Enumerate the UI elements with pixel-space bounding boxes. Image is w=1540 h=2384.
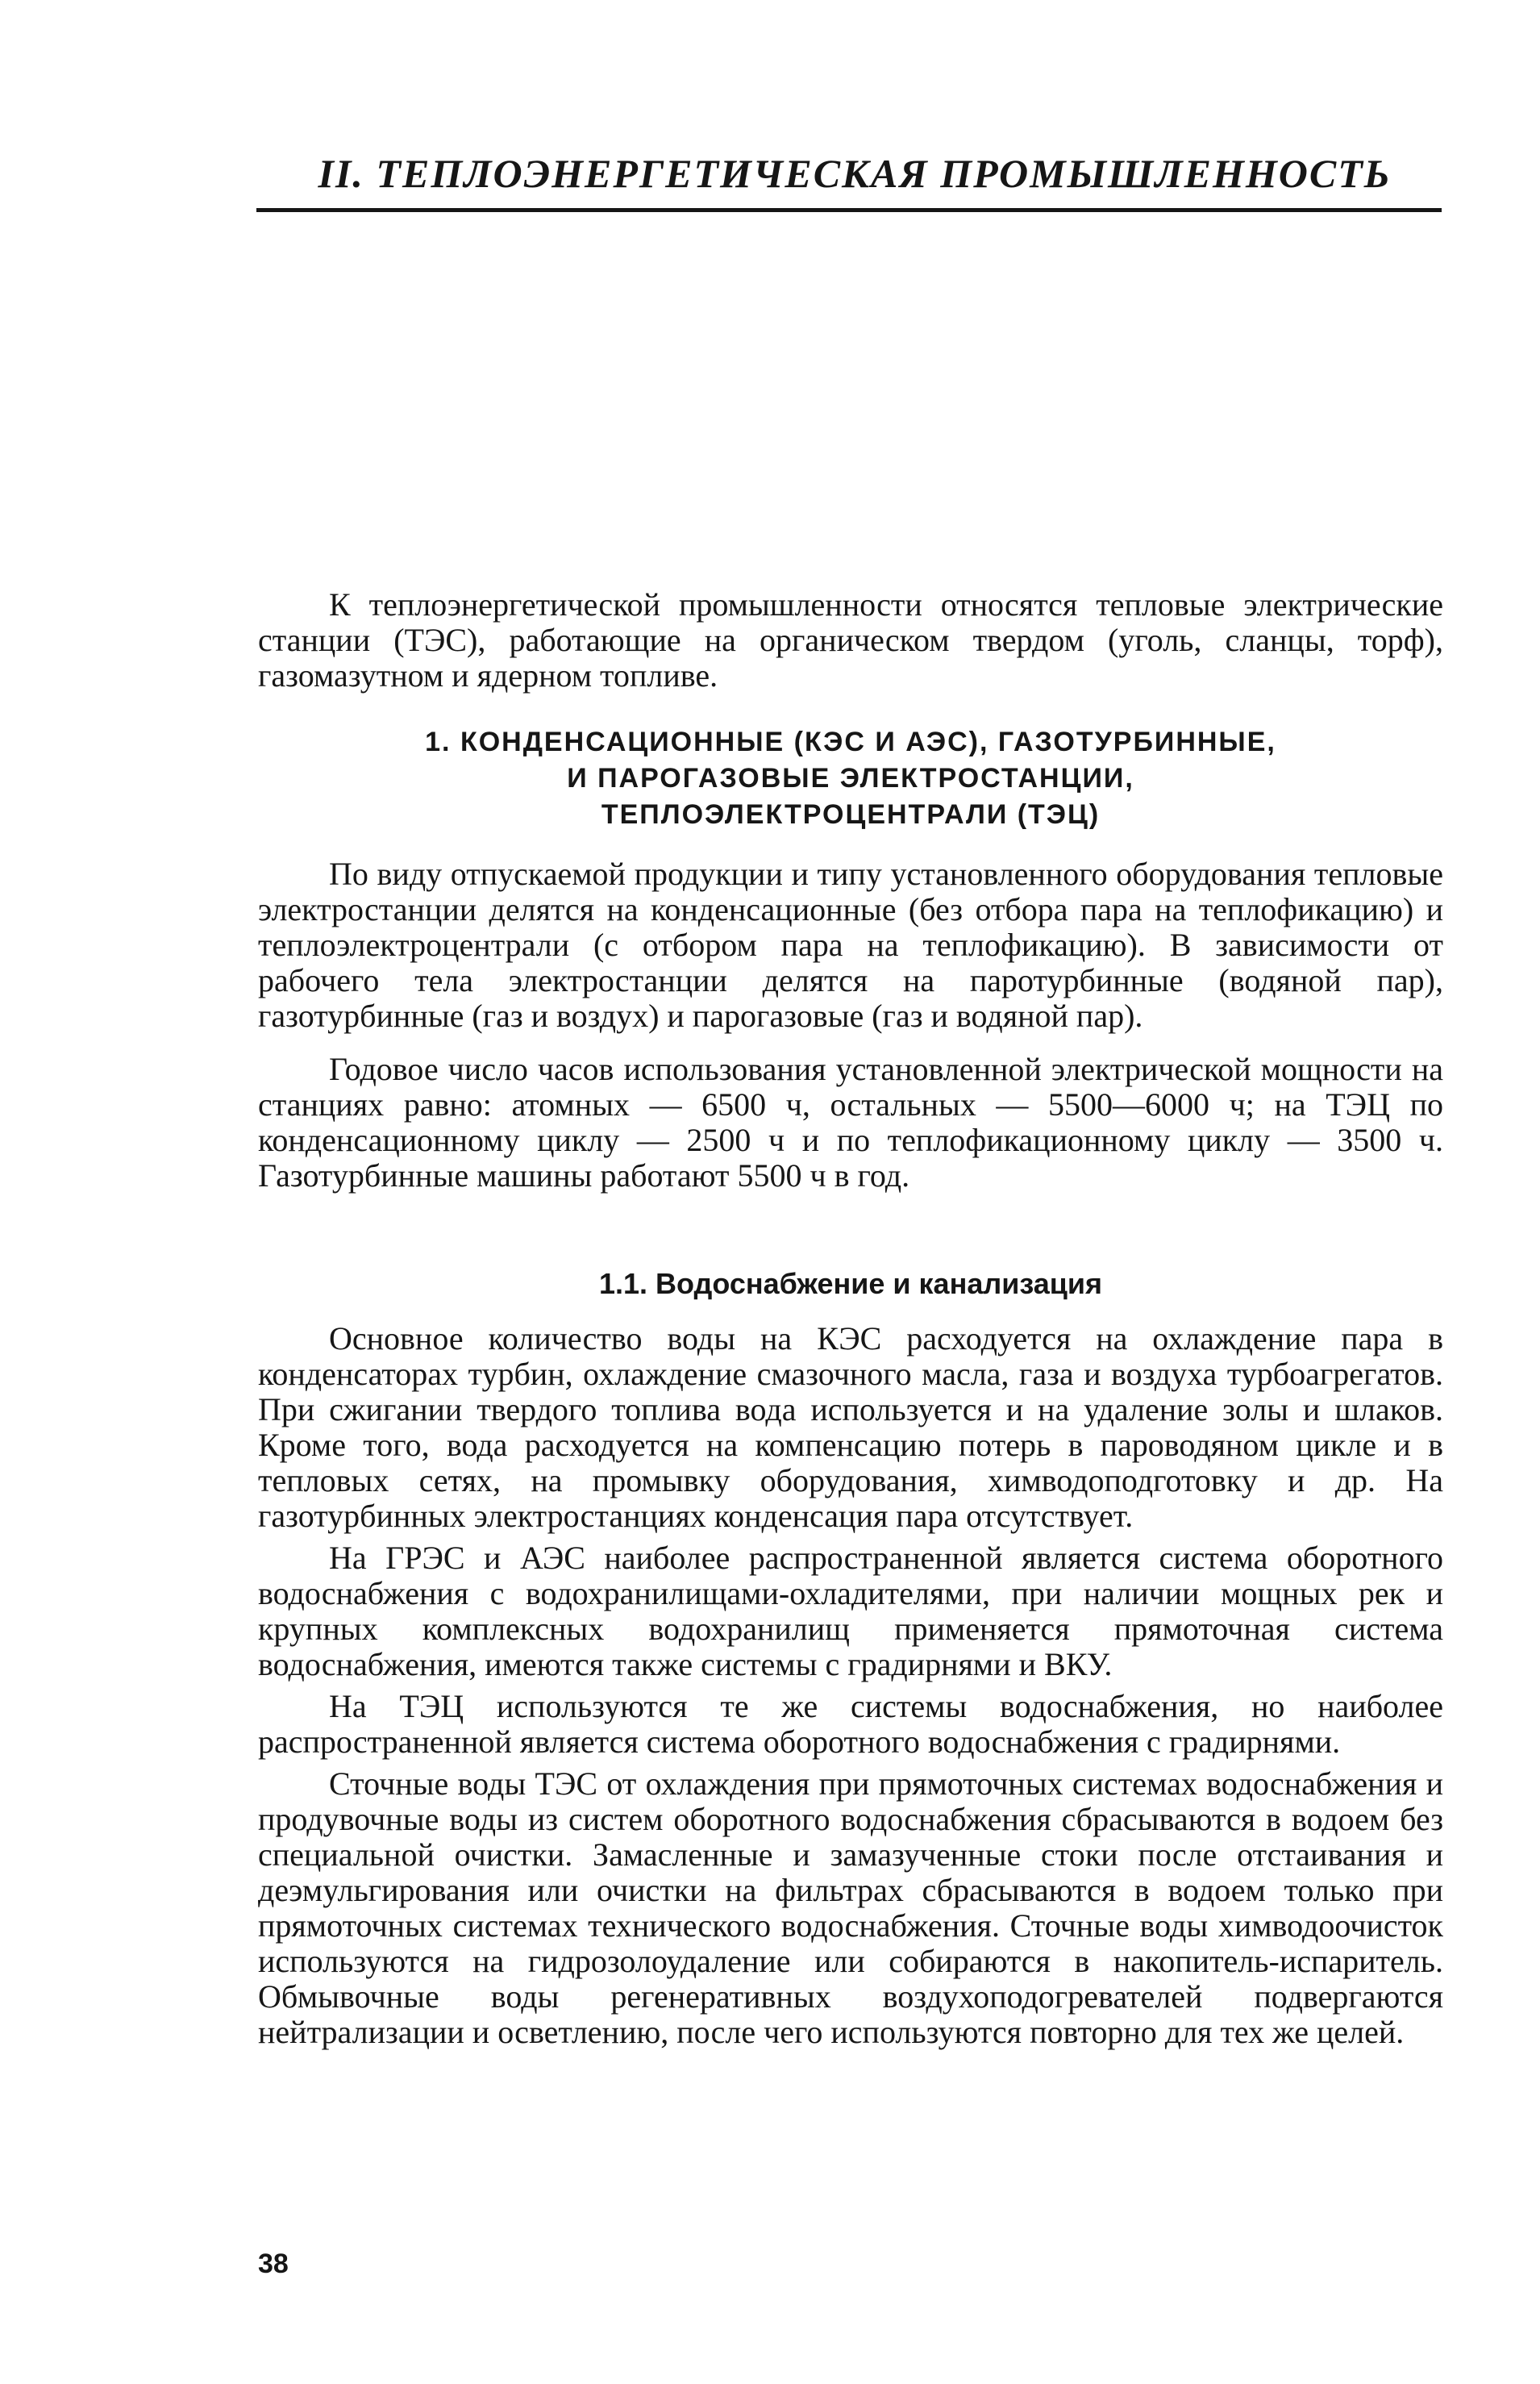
- section-1-paragraph-2: Годовое число часов использования установленной электрической мощности на станциях равно: атомных — 6500 ч, остальных — 5500—6000 ч; на ТЭЦ по конденсационному циклу — 2500 ч и по теплофикационному циклу — 3500 ч. Газотурбинные машины работают 5500 ч в год.: [258, 1051, 1443, 1194]
- section-1-1-paragraph-1: Основное количество воды на КЭС расходуется на охлаждение пара в конденсаторах турбин, охлаждение смазочного масла, газа и воздуха турбоагрегатов. При сжигании твердого топлива вода используется и на удаление золы и шлаков. Кроме того, вода расходуется на компенсацию потерь в пароводяном цикле и в тепловых сетях, на промывку оборудования, химводоподготовку и др. На газотурбинных электростанциях конденсация пара отсутствует.: [258, 1320, 1443, 1534]
- section-1-heading-line-3: ТЕПЛОЭЛЕКТРОЦЕНТРАЛИ (ТЭЦ): [601, 799, 1101, 830]
- section-1-heading-line-1: 1. КОНДЕНСАЦИОННЫЕ (КЭС И АЭС), ГАЗОТУРБИННЫЕ,: [425, 727, 1276, 757]
- section-1-text: [258, 856, 1443, 1194]
- section-1-1-text: [258, 1321, 1443, 2050]
- intro-paragraph: К теплоэнергетической промышленности относятся тепловые электрические станции (ТЭС), работающие на органическом твердом (уголь, сланцы, торф), газомазутном и ядерном топливе.: [258, 586, 1443, 694]
- section-1-heading: [290, 724, 1411, 833]
- running-title: II. ТЕПЛОЭНЕРГЕТИЧЕСКАЯ ПРОМЫШЛЕННОСТЬ: [318, 151, 1392, 196]
- section-1-heading-line-2: И ПАРОГАЗОВЫЕ ЭЛЕКТРОСТАНЦИИ,: [567, 763, 1134, 794]
- section-1-1-heading: 1.1. Водоснабжение и канализация: [598, 1267, 1103, 1300]
- section-1-paragraph-1: По виду отпускаемой продукции и типу установленного оборудования тепловые электростанции делятся на конденсационные (без отбора пара на теплофикацию) и теплоэлектроцентрали (с отбором пара на теплофикацию). В зависимости от рабочего тела электростанции делятся на паротурбинные (водяной пар), газотурбинные (газ и воздух) и парогазовые (газ и водяной пар).: [258, 856, 1443, 1034]
- section-1-1-paragraph-2: На ГРЭС и АЭС наиболее распространенной является система оборотного водоснабжения с водохранилищами-охладителями, при наличии мощных рек и крупных комплексных водохранилищ применяется прямоточная система водоснабжения, имеются также системы с градирнями и ВКУ.: [258, 1540, 1443, 1682]
- page-number: 38: [258, 2249, 289, 2279]
- section-1-1-paragraph-3: На ТЭЦ используются те же системы водоснабжения, но наиболее распространенной является система оборотного водоснабжения с градирнями.: [258, 1688, 1443, 1760]
- section-1-1-paragraph-4: Сточные воды ТЭС от охлаждения при прямоточных системах водоснабжения и продувочные воды из систем оборотного водоснабжения сбрасываются в водоем без специальной очистки. Замасленные и замазученные стоки после отстаивания и деэмульгирования или очистки на фильтрах сбрасываются в водоем только при прямоточных системах технического водоснабжения. Сточные воды химводоочисток используются на гидрозолоудаление или собираются в накопитель-испаритель. Обмывочные воды регенеративных воздухоподогревателей подвергаются нейтрализации и осветлению, после чего используются повторно для тех же целей.: [258, 1765, 1443, 2050]
- intro-text: [258, 587, 1443, 694]
- header-rule: [256, 208, 1442, 212]
